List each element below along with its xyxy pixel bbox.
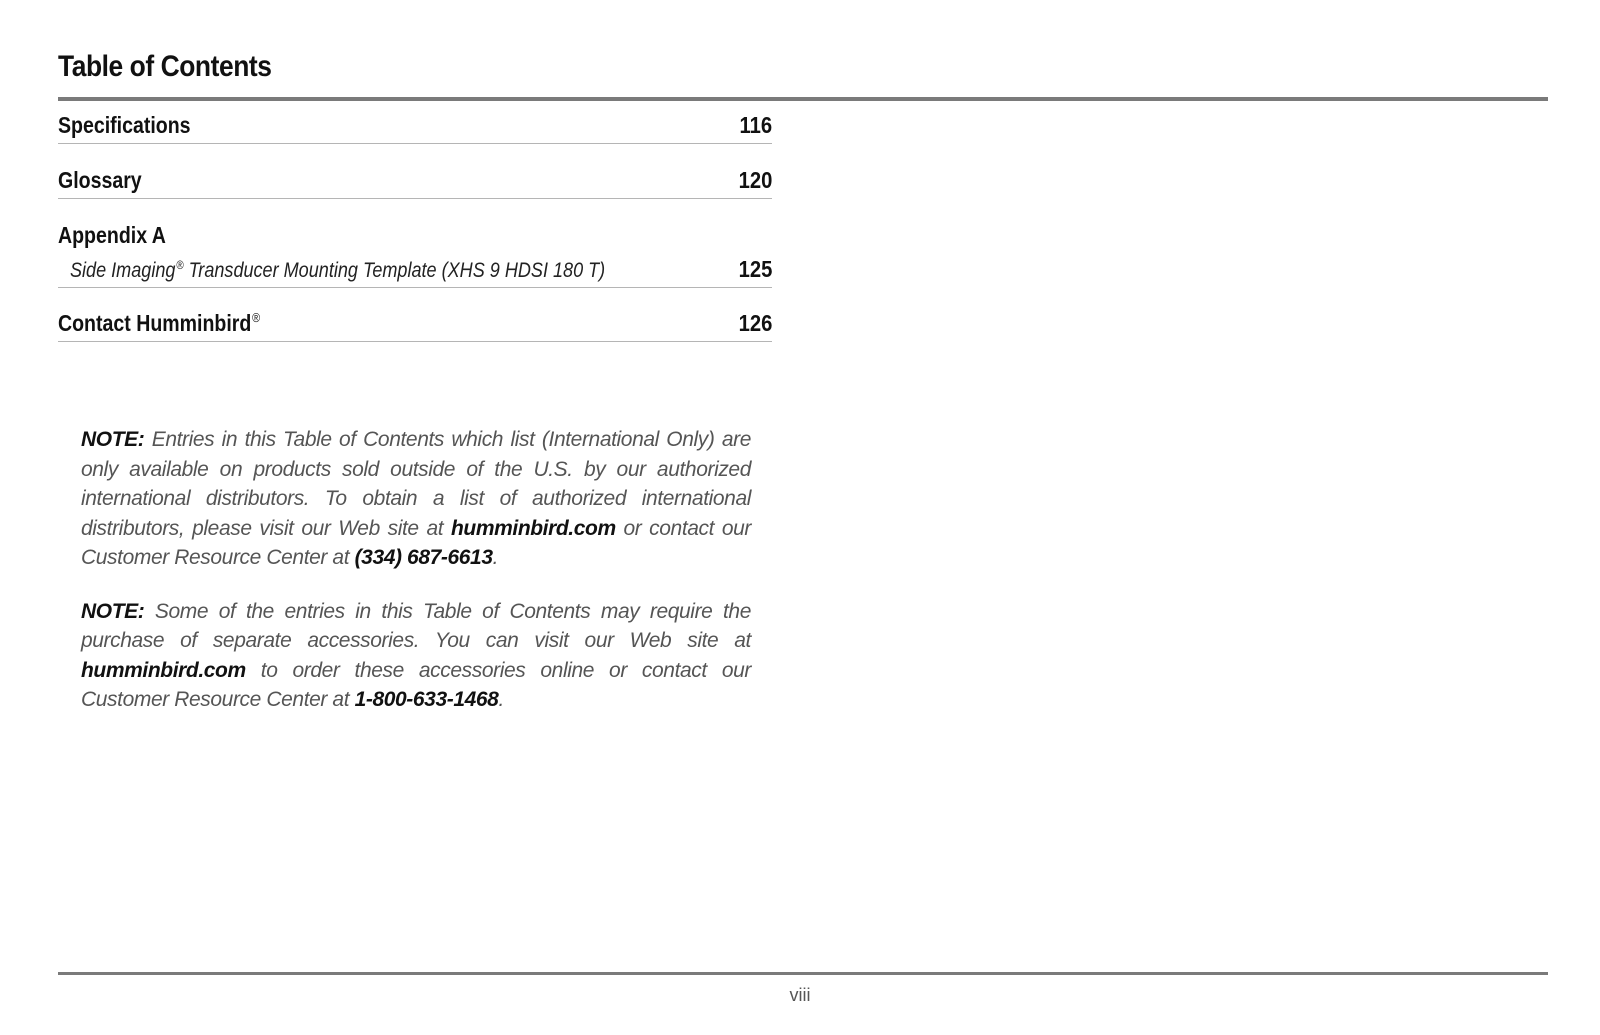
toc-entry-page: 126 bbox=[738, 310, 772, 336]
toc-entry-title bbox=[58, 310, 260, 337]
note-end: . bbox=[492, 546, 499, 569]
note-text: Entries in this Table of Contents which list (International Only) are only available on products sold outside of the U.S. by our authorized international distributors. To obtain a list of authorized international distributors, please visit our Web site at bbox=[81, 428, 751, 540]
toc-entry-appendix-a[interactable] bbox=[58, 218, 772, 288]
footer-rule bbox=[58, 972, 1548, 975]
toc-entry-title-text: Contact Humminbird bbox=[58, 310, 252, 336]
toc-entry-page: 120 bbox=[738, 167, 772, 193]
toc-entry-page: 116 bbox=[739, 112, 772, 138]
toc-entry-specifications[interactable] bbox=[58, 108, 772, 144]
subtitle-brand: Side Imaging bbox=[70, 259, 176, 282]
note-text: or contact our Customer Resource Center at bbox=[81, 516, 751, 569]
note-text: to order these accessories online or contact our Customer Resource Center at bbox=[81, 658, 751, 711]
toc-entry-page: 125 bbox=[738, 256, 772, 282]
toc-entry-title: Specifications bbox=[58, 112, 191, 138]
page-number: viii bbox=[789, 985, 811, 1005]
website-link[interactable]: humminbird.com bbox=[450, 516, 616, 540]
note-international bbox=[81, 425, 751, 573]
notes-section bbox=[81, 425, 751, 739]
toc-entry-glossary[interactable] bbox=[58, 163, 772, 199]
note-accessories bbox=[81, 597, 751, 715]
toc-entry-title: Glossary bbox=[58, 167, 142, 193]
phone-number: 1-800-633-1468 bbox=[354, 688, 499, 711]
note-text: Some of the entries in this Table of Contents may require the purchase of separate accessories. You can visit our Web site at bbox=[81, 599, 751, 652]
toc-list bbox=[58, 108, 772, 361]
toc-entry-title: Appendix A bbox=[58, 222, 166, 248]
registered-mark: ® bbox=[252, 311, 261, 326]
note-label: NOTE: bbox=[81, 599, 145, 623]
phone-number: (334) 687-6613 bbox=[354, 546, 493, 569]
header-rule bbox=[58, 97, 1548, 101]
registered-mark: ® bbox=[176, 260, 184, 272]
toc-entry-subtitle bbox=[70, 259, 605, 283]
note-label: NOTE: bbox=[81, 428, 145, 451]
subtitle-rest: Transducer Mounting Template (XHS 9 HDSI 180 T) bbox=[183, 259, 606, 282]
toc-entry-contact-humminbird[interactable] bbox=[58, 306, 772, 342]
website-link[interactable]: humminbird.com bbox=[81, 658, 246, 682]
note-end: . bbox=[498, 688, 504, 711]
page-title: Table of Contents bbox=[58, 50, 272, 83]
